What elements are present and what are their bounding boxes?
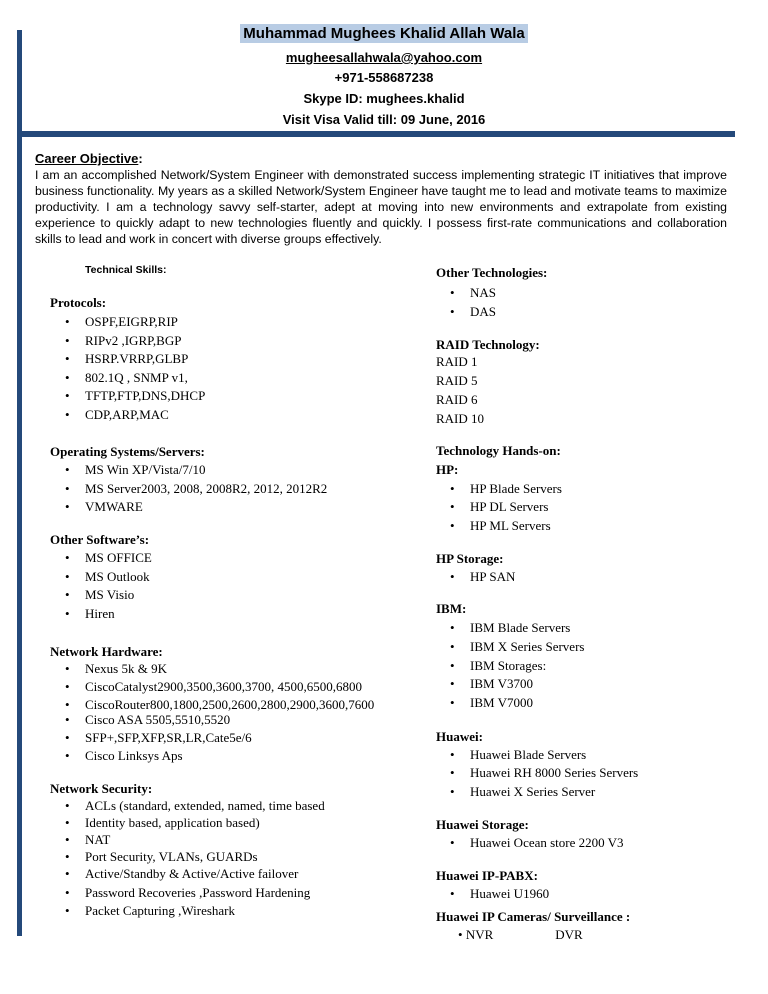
list-item: • Huawei Ocean store 2200 V3 (470, 835, 624, 851)
list-item-dvr: DVR (555, 927, 583, 942)
section-heading: Huawei IP Cameras/ Surveillance : (436, 909, 631, 924)
section-heading: HP Storage: (436, 551, 504, 566)
list-item: • Cisco Linksys Aps (85, 748, 183, 764)
list-item: • SFP+,SFP,XFP,SR,LR,Cate5e/6 (85, 730, 252, 746)
list-item: • Huawei RH 8000 Series Servers (470, 765, 638, 781)
section-heading: HP: (436, 462, 459, 477)
header-divider (17, 131, 735, 137)
section-heading: RAID Technology: (436, 337, 540, 352)
list-item (458, 927, 583, 943)
list-item: • MS Win XP/Vista/7/10 (85, 462, 206, 478)
list-item: • HP ML Servers (470, 518, 551, 534)
name-row (0, 24, 768, 43)
section-heading: Operating Systems/Servers: (50, 444, 205, 459)
phone: +971-558687238 (334, 70, 434, 85)
list-item: • MS Server2003, 2008, 2008R2, 2012, 2012R2 (85, 481, 327, 497)
list-item: • RIPv2 ,IGRP,BGP (85, 333, 181, 349)
list-item: • 802.1Q , SNMP v1, (85, 370, 188, 386)
section-heading: Huawei IP-PABX: (436, 868, 538, 883)
list-item: • Huawei U1960 (470, 886, 549, 902)
objective-heading-colon: : (138, 151, 143, 166)
list-item: • HP Blade Servers (470, 481, 562, 497)
list-item: • HP SAN (470, 569, 515, 585)
list-item: • ACLs (standard, extended, named, time based (85, 798, 325, 814)
list-item: • NAT (85, 832, 110, 848)
list-item: • Port Security, VLANs, GUARDs (85, 849, 258, 865)
list-item: • Cisco ASA 5505,5510,5520 (85, 712, 230, 728)
list-item: • OSPF,EIGRP,RIP (85, 314, 178, 330)
list-item: • CiscoCatalyst2900,3500,3600,3700, 4500,6500,6800 (85, 679, 362, 695)
list-item: • IBM X Series Servers (470, 639, 584, 655)
objective-heading (35, 151, 143, 166)
list-item: • HSRP.VRRP,GLBP (85, 351, 188, 367)
section-heading: Protocols: (50, 295, 107, 310)
left-accent-bar (17, 30, 22, 936)
objective-text: I am an accomplished Network/System Engineer with demonstrated success implementing strategic IT initiatives that improve business functionality. My years as a skilled Network/System Engineer have taught me to lead and motivate teams to maximize productivity. I am a technology savvy self-starter, adept at moving into new environments and extrapolate from existing experience to quickly adapt to new technologies fluently and quickly. I possess first-rate communications and collaboration skills to lead and work in concert with diverse groups effectively. (35, 168, 727, 246)
list-item: • MS OFFICE (85, 550, 152, 566)
section-heading: Huawei Storage: (436, 817, 529, 832)
candidate-name: Muhammad Mughees Khalid Allah Wala (240, 24, 527, 43)
list-item: • CDP,ARP,MAC (85, 407, 169, 423)
list-item: • Hiren (85, 606, 115, 622)
list-item: • Huawei Blade Servers (470, 747, 586, 763)
section-heading: Other Technologies: (436, 265, 548, 280)
list-item: • VMWARE (85, 499, 143, 515)
list-item: • IBM Blade Servers (470, 620, 570, 636)
list-item: RAID 10 (436, 411, 485, 426)
list-item: • Password Recoveries ,Password Hardening (85, 885, 310, 901)
visa-status: Visit Visa Valid till: 09 June, 2016 (282, 112, 486, 127)
list-item: • IBM Storages: (470, 658, 546, 674)
list-item: • MS Outlook (85, 569, 150, 585)
objective-heading-text: Career Objective (35, 151, 139, 166)
list-item: • IBM V3700 (470, 676, 533, 692)
list-item: • Nexus 5k & 9K (85, 661, 167, 677)
list-item: • TFTP,FTP,DNS,DHCP (85, 388, 205, 404)
list-item: • Packet Capturing ,Wireshark (85, 903, 235, 919)
email-link[interactable]: mugheesallahwala@yahoo.com (285, 50, 483, 65)
list-item: • Active/Standby & Active/Active failover (85, 866, 298, 882)
bullet-icon: • (458, 927, 466, 942)
list-item: • Huawei X Series Server (470, 784, 595, 800)
list-item: RAID 6 (436, 392, 478, 407)
section-heading: Technology Hands-on: (436, 443, 561, 458)
section-heading: Huawei: (436, 729, 483, 744)
list-item: • DAS (470, 304, 496, 320)
list-item: RAID 5 (436, 373, 478, 388)
list-item-nvr: NVR (465, 927, 494, 942)
section-heading: Other Software’s: (50, 532, 150, 547)
list-item: • MS Visio (85, 587, 134, 603)
section-heading: Network Security: (50, 781, 153, 796)
list-item: • CiscoRouter800,1800,2500,2600,2800,2900,3600,7600 (85, 697, 374, 713)
list-item: RAID 1 (436, 354, 478, 369)
list-item: • Identity based, application based) (85, 815, 260, 831)
list-item: • IBM V7000 (470, 695, 533, 711)
skype-id: Skype ID: mughees.khalid (303, 91, 465, 106)
section-heading: IBM: (436, 601, 467, 616)
list-item: • HP DL Servers (470, 499, 548, 515)
email-row (0, 50, 768, 65)
section-label: Technical Skills: (85, 264, 167, 276)
section-heading: Network Hardware: (50, 644, 163, 659)
list-item: • NAS (470, 285, 496, 301)
